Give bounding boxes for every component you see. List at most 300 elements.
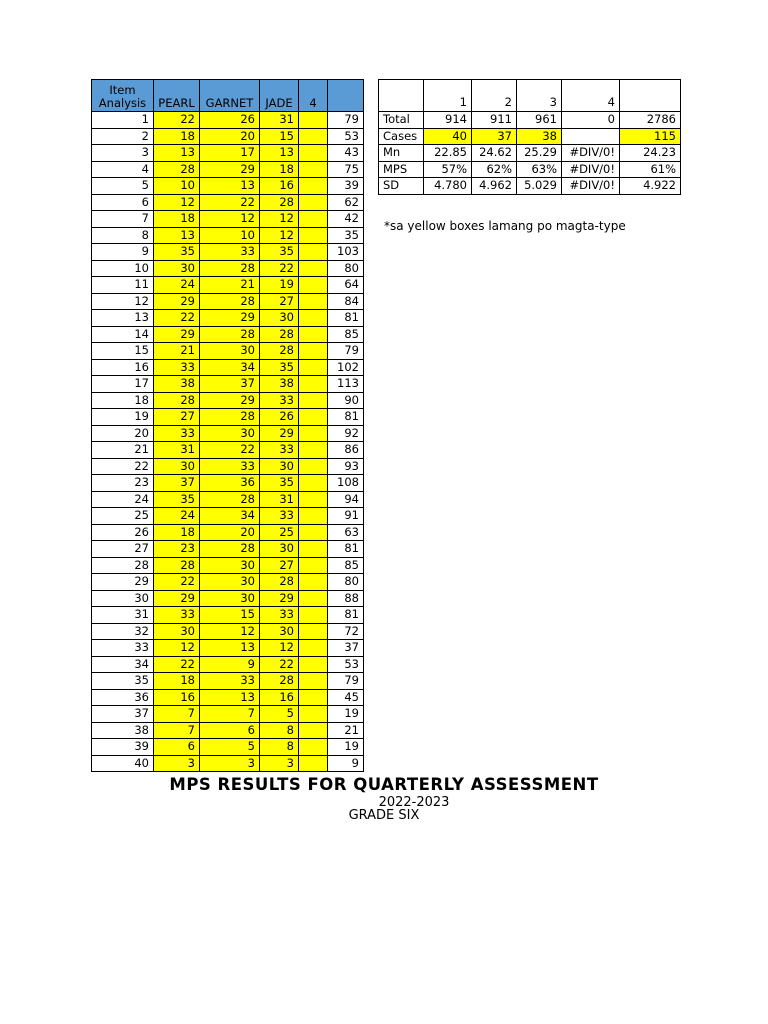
score-input-cell[interactable]: 12 [200,623,260,640]
score-input-cell[interactable]: 22 [154,112,200,129]
score-input-cell[interactable]: 29 [154,326,200,343]
item-row [92,689,364,706]
item-total-cell: 85 [328,557,364,574]
item-total-cell: 39 [328,178,364,195]
summary-value-cell: 115 [620,128,681,145]
item-total-cell: 80 [328,574,364,591]
score-input-cell[interactable] [299,128,328,145]
summary-value-cell: 0 [562,112,620,129]
item-number-cell: 5 [92,178,154,195]
score-input-cell[interactable]: 7 [200,706,260,723]
score-input-cell[interactable]: 35 [260,475,299,492]
score-input-cell[interactable]: 37 [200,376,260,393]
header-section-4: 4 [299,80,328,112]
summary-value-cell: 914 [424,112,472,129]
item-row [92,392,364,409]
item-total-cell: 43 [328,145,364,162]
score-input-cell[interactable] [299,409,328,426]
score-input-cell[interactable]: 15 [200,607,260,624]
score-input-cell[interactable]: 13 [200,689,260,706]
score-input-cell[interactable]: 29 [200,310,260,327]
score-input-cell[interactable]: 29 [200,392,260,409]
item-number-cell: 37 [92,706,154,723]
item-row [92,310,364,327]
item-row [92,326,364,343]
item-number-cell: 22 [92,458,154,475]
score-input-cell[interactable] [299,244,328,261]
item-number-cell: 1 [92,112,154,129]
score-input-cell[interactable]: 30 [154,623,200,640]
item-number-cell: 36 [92,689,154,706]
item-number-cell: 29 [92,574,154,591]
score-input-cell[interactable]: 33 [260,508,299,525]
score-input-cell[interactable]: 28 [260,326,299,343]
item-total-cell: 113 [328,376,364,393]
score-input-cell[interactable] [299,557,328,574]
score-input-cell[interactable]: 23 [154,541,200,558]
score-input-cell[interactable]: 6 [200,722,260,739]
score-input-cell[interactable]: 28 [260,673,299,690]
item-number-cell: 10 [92,260,154,277]
item-total-cell: 21 [328,722,364,739]
item-analysis-table [91,79,364,772]
item-row [92,409,364,426]
score-input-cell[interactable]: 26 [260,409,299,426]
score-input-cell[interactable] [299,640,328,657]
cases-input-cell[interactable]: 38 [517,128,562,145]
score-input-cell[interactable]: 31 [260,112,299,129]
score-input-cell[interactable] [299,392,328,409]
item-total-cell: 91 [328,508,364,525]
score-input-cell[interactable] [299,722,328,739]
score-input-cell[interactable] [299,673,328,690]
score-input-cell[interactable]: 28 [260,574,299,591]
score-input-cell[interactable]: 7 [154,706,200,723]
score-input-cell[interactable] [299,541,328,558]
item-number-cell: 28 [92,557,154,574]
score-input-cell[interactable]: 13 [200,178,260,195]
score-input-cell[interactable]: 18 [154,128,200,145]
item-row [92,475,364,492]
item-total-cell: 63 [328,524,364,541]
score-input-cell[interactable]: 18 [260,161,299,178]
item-total-cell: 81 [328,607,364,624]
score-input-cell[interactable]: 30 [200,425,260,442]
summary-label-cell: Total [379,112,424,129]
summary-label-cell: SD [379,178,424,195]
score-input-cell[interactable]: 16 [260,178,299,195]
item-total-cell: 64 [328,277,364,294]
score-input-cell[interactable] [299,689,328,706]
summary-table [378,79,681,195]
score-input-cell[interactable]: 30 [200,590,260,607]
score-input-cell[interactable]: 3 [154,755,200,772]
score-input-cell[interactable]: 20 [200,524,260,541]
item-row [92,194,364,211]
score-input-cell[interactable]: 31 [260,491,299,508]
score-input-cell[interactable]: 28 [260,194,299,211]
score-input-cell[interactable]: 33 [154,607,200,624]
header-total [328,80,364,112]
item-number-cell: 27 [92,541,154,558]
score-input-cell[interactable]: 28 [154,557,200,574]
item-row [92,739,364,756]
score-input-cell[interactable] [299,227,328,244]
score-input-cell[interactable]: 30 [154,458,200,475]
score-input-cell[interactable]: 33 [154,425,200,442]
summary-row [379,178,681,195]
item-number-cell: 23 [92,475,154,492]
score-input-cell[interactable] [299,590,328,607]
score-input-cell[interactable] [299,458,328,475]
score-input-cell[interactable]: 12 [154,194,200,211]
score-input-cell[interactable]: 7 [154,722,200,739]
score-input-cell[interactable] [299,524,328,541]
score-input-cell[interactable]: 12 [154,640,200,657]
score-input-cell[interactable]: 12 [200,211,260,228]
score-input-cell[interactable]: 30 [260,310,299,327]
score-input-cell[interactable]: 27 [260,293,299,310]
item-row [92,277,364,294]
item-row [92,112,364,129]
score-input-cell[interactable]: 33 [260,442,299,459]
score-input-cell[interactable]: 28 [200,541,260,558]
item-number-cell: 7 [92,211,154,228]
summary-row [379,145,681,162]
item-number-cell: 21 [92,442,154,459]
score-input-cell[interactable] [299,211,328,228]
score-input-cell[interactable]: 33 [260,392,299,409]
score-input-cell[interactable]: 3 [200,755,260,772]
item-total-cell: 81 [328,409,364,426]
score-input-cell[interactable] [299,310,328,327]
summary-value-cell: #DIV/0! [562,145,620,162]
score-input-cell[interactable]: 13 [260,145,299,162]
score-input-cell[interactable]: 22 [154,574,200,591]
score-input-cell[interactable]: 33 [200,458,260,475]
item-total-cell: 85 [328,326,364,343]
score-input-cell[interactable]: 19 [260,277,299,294]
score-input-cell[interactable] [299,739,328,756]
score-input-cell[interactable]: 30 [260,541,299,558]
score-input-cell[interactable]: 29 [154,590,200,607]
summary-value-cell: 911 [472,112,517,129]
item-total-cell: 19 [328,739,364,756]
score-input-cell[interactable]: 16 [154,689,200,706]
item-total-cell: 45 [328,689,364,706]
item-row [92,211,364,228]
score-input-cell[interactable] [299,260,328,277]
score-input-cell[interactable]: 26 [200,112,260,129]
item-number-cell: 16 [92,359,154,376]
item-total-cell: 42 [328,211,364,228]
score-input-cell[interactable]: 18 [154,673,200,690]
score-input-cell[interactable]: 29 [260,425,299,442]
item-row [92,425,364,442]
item-total-cell: 81 [328,541,364,558]
score-input-cell[interactable]: 12 [260,211,299,228]
score-input-cell[interactable]: 18 [154,524,200,541]
item-row [92,541,364,558]
score-input-cell[interactable]: 28 [200,326,260,343]
summary-header-3: 3 [517,80,562,112]
score-input-cell[interactable] [299,656,328,673]
summary-value-cell: 961 [517,112,562,129]
summary-value-cell: #DIV/0! [562,178,620,195]
score-input-cell[interactable] [299,508,328,525]
score-input-cell[interactable]: 34 [200,359,260,376]
score-input-cell[interactable]: 3 [260,755,299,772]
item-total-cell: 75 [328,161,364,178]
item-row [92,722,364,739]
score-input-cell[interactable]: 30 [200,343,260,360]
score-input-cell[interactable]: 30 [260,458,299,475]
score-input-cell[interactable]: 30 [200,557,260,574]
item-total-cell: 88 [328,590,364,607]
item-row [92,574,364,591]
score-input-cell[interactable]: 22 [154,656,200,673]
school-year: 2022-2023 [378,795,450,810]
item-number-cell: 8 [92,227,154,244]
score-input-cell[interactable]: 15 [260,128,299,145]
score-input-cell[interactable]: 22 [260,656,299,673]
score-input-cell[interactable]: 33 [200,673,260,690]
item-row [92,656,364,673]
score-input-cell[interactable]: 31 [154,442,200,459]
item-row [92,128,364,145]
score-input-cell[interactable]: 35 [260,244,299,261]
score-input-cell[interactable] [299,112,328,129]
header-item-analysis: Item Analysis [92,80,154,112]
score-input-cell[interactable]: 12 [260,227,299,244]
item-row [92,590,364,607]
header-pearl: PEARL [154,80,200,112]
summary-label-cell: Mn [379,145,424,162]
cases-input-cell[interactable]: 37 [472,128,517,145]
item-row [92,442,364,459]
score-input-cell[interactable] [299,491,328,508]
score-input-cell[interactable]: 5 [260,706,299,723]
score-input-cell[interactable]: 22 [200,442,260,459]
item-total-cell: 79 [328,673,364,690]
item-row [92,524,364,541]
score-input-cell[interactable]: 16 [260,689,299,706]
item-total-cell: 102 [328,359,364,376]
summary-value-cell: 25.29 [517,145,562,162]
summary-value-cell: 4.922 [620,178,681,195]
item-row [92,640,364,657]
score-input-cell[interactable]: 36 [200,475,260,492]
score-input-cell[interactable]: 37 [154,475,200,492]
score-input-cell[interactable]: 8 [260,722,299,739]
item-number-cell: 15 [92,343,154,360]
score-input-cell[interactable] [299,376,328,393]
item-row [92,343,364,360]
item-number-cell: 11 [92,277,154,294]
score-input-cell[interactable]: 38 [154,376,200,393]
score-input-cell[interactable] [299,161,328,178]
score-input-cell[interactable]: 8 [260,739,299,756]
summary-value-cell: 24.62 [472,145,517,162]
item-number-cell: 31 [92,607,154,624]
score-input-cell[interactable]: 17 [200,145,260,162]
score-input-cell[interactable]: 29 [260,590,299,607]
score-input-cell[interactable]: 35 [154,491,200,508]
score-input-cell[interactable]: 28 [200,260,260,277]
score-input-cell[interactable]: 25 [260,524,299,541]
score-input-cell[interactable]: 12 [260,640,299,657]
item-number-cell: 20 [92,425,154,442]
score-input-cell[interactable]: 28 [200,293,260,310]
summary-value-cell: 4.780 [424,178,472,195]
item-number-cell: 9 [92,244,154,261]
instruction-note: *sa yellow boxes lamang po magta-type [384,219,626,233]
item-row [92,755,364,772]
score-input-cell[interactable]: 27 [154,409,200,426]
score-input-cell[interactable]: 28 [200,491,260,508]
score-input-cell[interactable]: 10 [154,178,200,195]
score-input-cell[interactable]: 28 [200,409,260,426]
item-number-cell: 38 [92,722,154,739]
score-input-cell[interactable]: 29 [154,293,200,310]
score-input-cell[interactable] [299,425,328,442]
score-input-cell[interactable] [299,326,328,343]
score-input-cell[interactable]: 21 [200,277,260,294]
item-row [92,623,364,640]
score-input-cell[interactable]: 24 [154,508,200,525]
score-input-cell[interactable] [299,574,328,591]
score-input-cell[interactable]: 20 [200,128,260,145]
score-input-cell[interactable]: 35 [260,359,299,376]
header-jade: JADE [260,80,299,112]
summary-label-cell: MPS [379,161,424,178]
cases-input-cell[interactable]: 40 [424,128,472,145]
item-total-cell: 93 [328,458,364,475]
score-input-cell[interactable] [299,178,328,195]
score-input-cell[interactable] [299,194,328,211]
item-row [92,376,364,393]
score-input-cell[interactable]: 34 [200,508,260,525]
item-row [92,260,364,277]
summary-value-cell: 62% [472,161,517,178]
item-number-cell: 33 [92,640,154,657]
score-input-cell[interactable]: 6 [154,739,200,756]
score-input-cell[interactable] [299,706,328,723]
score-input-cell[interactable]: 33 [200,244,260,261]
score-input-cell[interactable] [299,145,328,162]
summary-row [379,112,681,129]
score-input-cell[interactable]: 22 [154,310,200,327]
grade-level: GRADE SIX [348,808,420,823]
item-number-cell: 2 [92,128,154,145]
summary-value-cell [562,128,620,145]
score-input-cell[interactable]: 33 [260,607,299,624]
item-number-cell: 32 [92,623,154,640]
item-total-cell: 19 [328,706,364,723]
score-input-cell[interactable]: 38 [260,376,299,393]
summary-header-1: 1 [424,80,472,112]
item-total-cell: 53 [328,656,364,673]
score-input-cell[interactable] [299,277,328,294]
score-input-cell[interactable]: 27 [260,557,299,574]
item-total-cell: 80 [328,260,364,277]
summary-value-cell: 2786 [620,112,681,129]
score-input-cell[interactable] [299,442,328,459]
item-total-cell: 35 [328,227,364,244]
summary-value-cell: 5.029 [517,178,562,195]
page-title: MPS RESULTS FOR QUARTERLY ASSESSMENT [169,775,599,794]
item-total-cell: 62 [328,194,364,211]
score-input-cell[interactable] [299,475,328,492]
item-total-cell: 79 [328,343,364,360]
score-input-cell[interactable] [299,293,328,310]
summary-value-cell: 4.962 [472,178,517,195]
item-row [92,491,364,508]
summary-header-row [379,80,681,112]
item-row [92,508,364,525]
header-garnet: GARNET [200,80,260,112]
item-total-cell: 72 [328,623,364,640]
score-input-cell[interactable]: 10 [200,227,260,244]
score-input-cell[interactable] [299,755,328,772]
score-input-cell[interactable]: 30 [154,260,200,277]
item-number-cell: 34 [92,656,154,673]
score-input-cell[interactable]: 13 [154,227,200,244]
item-analysis-header-row [92,80,364,112]
score-input-cell[interactable]: 22 [200,194,260,211]
score-input-cell[interactable]: 13 [154,145,200,162]
score-input-cell[interactable]: 30 [200,574,260,591]
score-input-cell[interactable]: 30 [260,623,299,640]
item-number-cell: 39 [92,739,154,756]
score-input-cell[interactable]: 33 [154,359,200,376]
summary-header-2: 2 [472,80,517,112]
item-total-cell: 92 [328,425,364,442]
item-total-cell: 37 [328,640,364,657]
score-input-cell[interactable] [299,607,328,624]
score-input-cell[interactable]: 9 [200,656,260,673]
score-input-cell[interactable] [299,359,328,376]
score-input-cell[interactable]: 5 [200,739,260,756]
item-number-cell: 3 [92,145,154,162]
item-row [92,359,364,376]
score-input-cell[interactable]: 22 [260,260,299,277]
score-input-cell[interactable]: 24 [154,277,200,294]
score-input-cell[interactable]: 35 [154,244,200,261]
item-number-cell: 19 [92,409,154,426]
score-input-cell[interactable]: 18 [154,211,200,228]
item-number-cell: 13 [92,310,154,327]
score-input-cell[interactable]: 29 [200,161,260,178]
score-input-cell[interactable] [299,343,328,360]
item-row [92,244,364,261]
item-row [92,161,364,178]
score-input-cell[interactable]: 13 [200,640,260,657]
summary-value-cell: 24.23 [620,145,681,162]
score-input-cell[interactable]: 28 [154,392,200,409]
summary-header-label [379,80,424,112]
item-row [92,673,364,690]
summary-value-cell: 57% [424,161,472,178]
score-input-cell[interactable]: 21 [154,343,200,360]
item-row [92,145,364,162]
item-number-cell: 35 [92,673,154,690]
item-number-cell: 17 [92,376,154,393]
score-input-cell[interactable]: 28 [154,161,200,178]
summary-value-cell: 22.85 [424,145,472,162]
score-input-cell[interactable] [299,623,328,640]
score-input-cell[interactable]: 28 [260,343,299,360]
